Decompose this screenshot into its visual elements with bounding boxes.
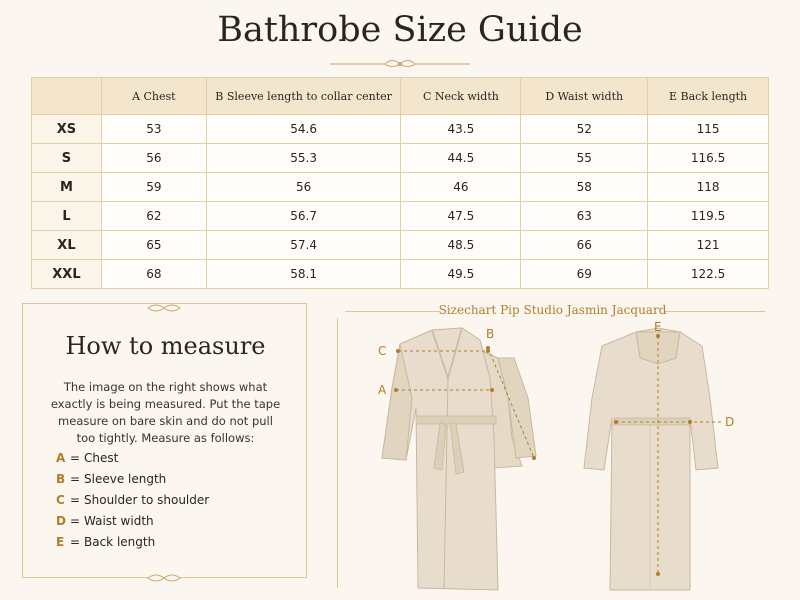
table-row — [32, 173, 769, 202]
legend-letter: D — [56, 513, 66, 528]
table-cell: 48.5 — [401, 231, 521, 260]
table-cell: 58.1 — [206, 260, 401, 289]
header-neck-width: C Neck width — [401, 78, 521, 115]
legend-label: Waist width — [84, 513, 154, 528]
table-cell: 54.6 — [206, 115, 401, 144]
size-table — [31, 77, 769, 289]
table-cell: 62 — [101, 202, 206, 231]
how-to-measure-title: How to measure — [65, 332, 266, 360]
legend-item — [56, 489, 209, 510]
table-cell: 119.5 — [648, 202, 769, 231]
table-cell: 53 — [101, 115, 206, 144]
table-cell: 59 — [101, 173, 206, 202]
panel-ornament-top — [22, 302, 307, 314]
legend-label: Back length — [84, 534, 156, 549]
page-title: Bathrobe Size Guide — [217, 10, 583, 50]
legend-letter: B — [56, 471, 66, 486]
header-size — [32, 78, 102, 115]
table-row — [32, 144, 769, 173]
how-to-measure-description: The image on the right shows what exactly is being measured. Put the tape measure on bare skin and do not pull too tightly. Measure as follows: — [50, 380, 281, 445]
table-cell: 65 — [101, 231, 206, 260]
size-cell: M — [32, 173, 102, 202]
legend-letter: C — [56, 492, 65, 507]
legend-equals: = — [70, 534, 81, 549]
label-a: A — [378, 383, 387, 397]
legend-letter: E — [56, 534, 65, 549]
legend-label: Shoulder to shoulder — [84, 492, 210, 507]
table-cell: 56 — [101, 144, 206, 173]
table-cell: 52 — [521, 115, 648, 144]
size-cell: L — [32, 202, 102, 231]
legend-item — [56, 510, 209, 531]
diagram-title: Sizechart Pip Studio Jasmin Jacquard — [438, 303, 667, 317]
legend-equals: = — [70, 471, 81, 486]
table-row — [32, 231, 769, 260]
label-d: D — [725, 415, 735, 429]
size-cell: XS — [32, 115, 102, 144]
table-cell: 116.5 — [648, 144, 769, 173]
divider-line — [337, 318, 338, 588]
label-b: B — [486, 327, 495, 341]
table-header-row — [32, 78, 769, 115]
header-sleeve-length: B Sleeve length to collar center — [206, 78, 401, 115]
table-cell: 47.5 — [401, 202, 521, 231]
table-cell: 69 — [521, 260, 648, 289]
table-cell: 43.5 — [401, 115, 521, 144]
size-cell: S — [32, 144, 102, 173]
back-robe-illustration — [584, 328, 718, 590]
table-row — [32, 202, 769, 231]
table-cell: 118 — [648, 173, 769, 202]
label-c: C — [378, 344, 387, 358]
how-to-measure-panel — [22, 303, 307, 578]
table-cell: 56.7 — [206, 202, 401, 231]
measurement-legend — [56, 447, 209, 552]
table-row — [32, 260, 769, 289]
legend-equals: = — [70, 513, 81, 528]
legend-item — [56, 447, 209, 468]
table-cell: 55 — [521, 144, 648, 173]
table-row — [32, 115, 769, 144]
size-cell: XL — [32, 231, 102, 260]
table-cell: 63 — [521, 202, 648, 231]
header-chest: A Chest — [101, 78, 206, 115]
legend-item — [56, 468, 209, 489]
front-robe-illustration — [382, 328, 536, 590]
table-cell: 66 — [521, 231, 648, 260]
table-cell: 121 — [648, 231, 769, 260]
table-cell: 122.5 — [648, 260, 769, 289]
header-waist-width: D Waist width — [521, 78, 648, 115]
table-cell: 58 — [521, 173, 648, 202]
bathrobe-diagram — [340, 318, 770, 600]
legend-label: Chest — [84, 450, 119, 465]
label-e: E — [654, 320, 662, 334]
legend-item — [56, 531, 209, 552]
table-cell: 56 — [206, 173, 401, 202]
legend-equals: = — [70, 492, 81, 507]
table-cell: 115 — [648, 115, 769, 144]
size-cell: XXL — [32, 260, 102, 289]
table-cell: 68 — [101, 260, 206, 289]
legend-equals: = — [70, 450, 81, 465]
table-cell: 55.3 — [206, 144, 401, 173]
panel-ornament-bottom — [22, 572, 307, 584]
header-back-length: E Back length — [648, 78, 769, 115]
table-cell: 44.5 — [401, 144, 521, 173]
table-cell: 57.4 — [206, 231, 401, 260]
legend-label: Sleeve length — [84, 471, 167, 486]
table-cell: 49.5 — [401, 260, 521, 289]
legend-letter: A — [56, 450, 66, 465]
table-cell: 46 — [401, 173, 521, 202]
title-ornament — [330, 56, 470, 70]
